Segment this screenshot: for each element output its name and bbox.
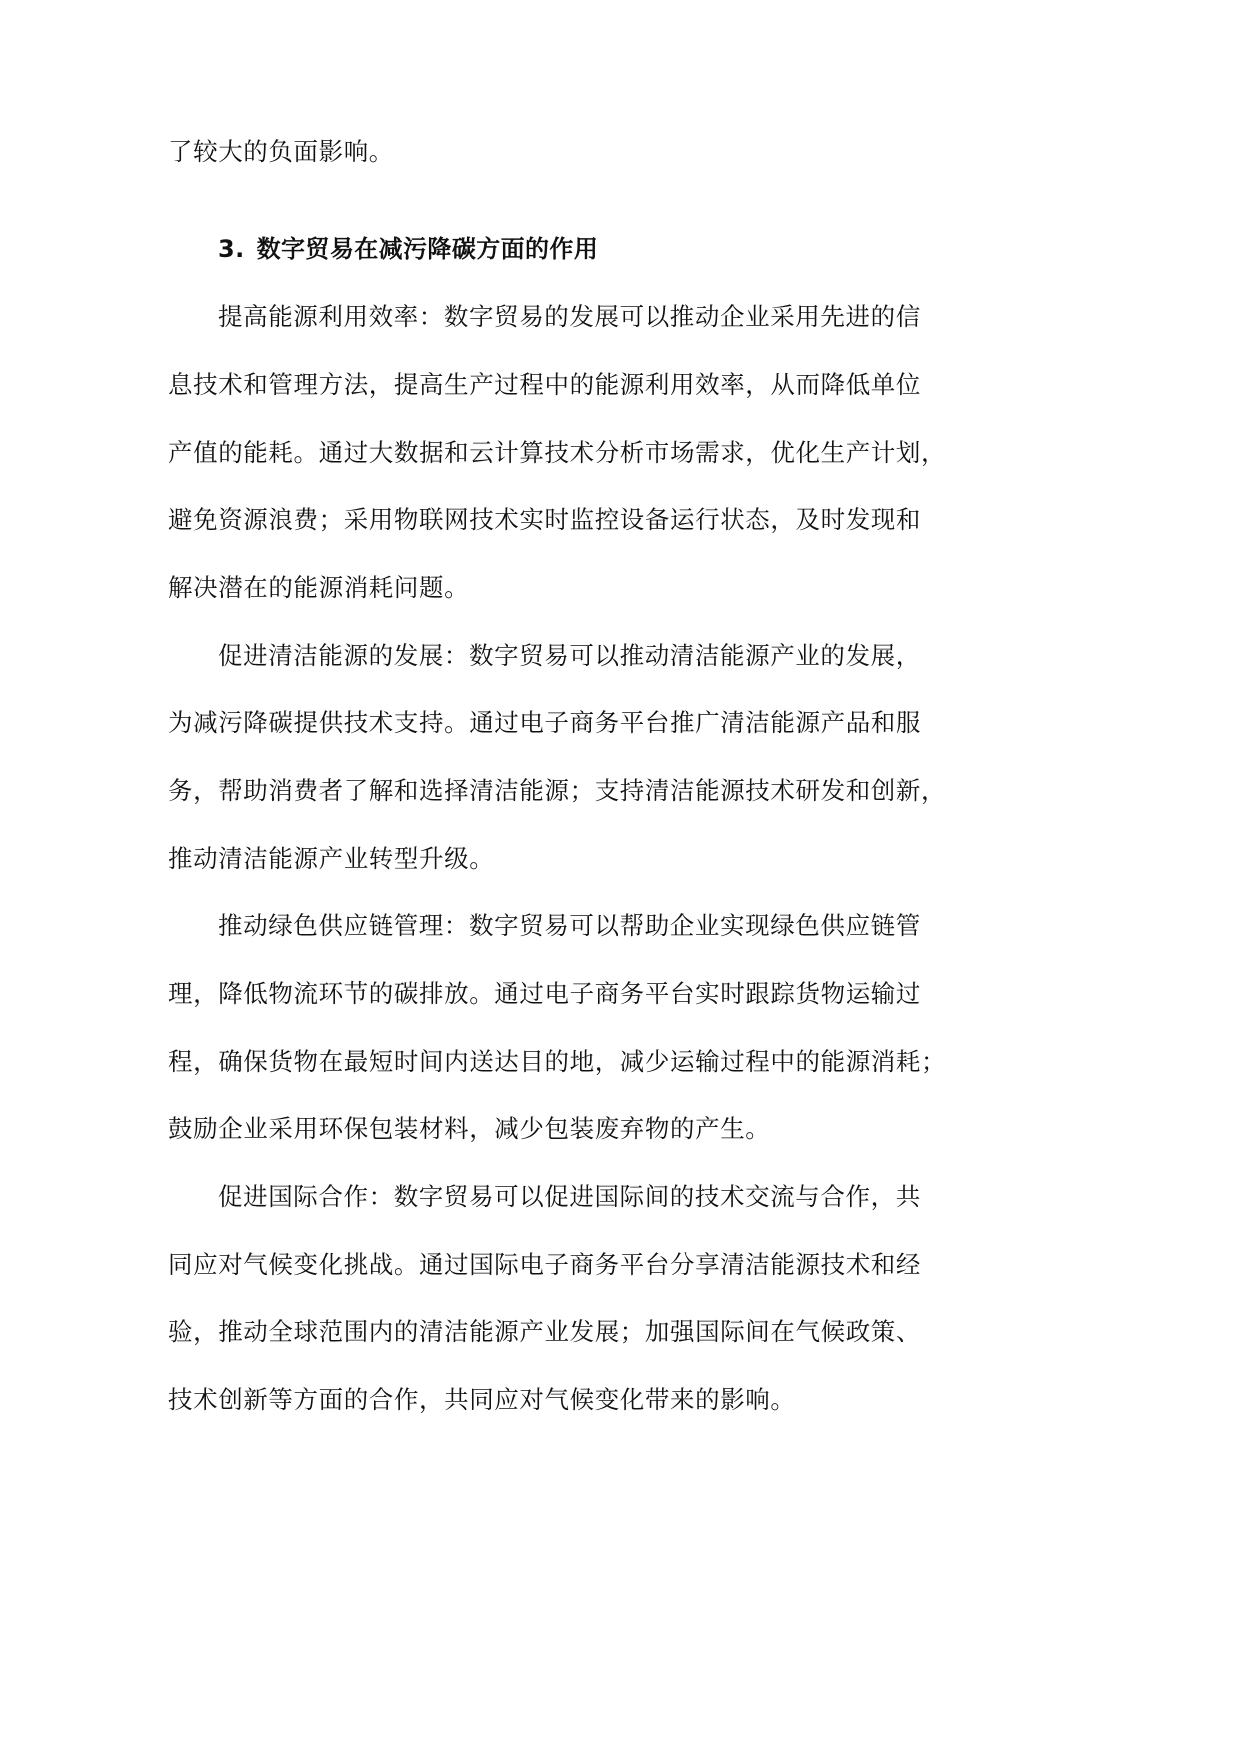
section-heading — [218, 232, 598, 266]
paragraph-international-cooperation-line-3: 验，推动全球范围内的清洁能源产业发展；加强国际间在气候政策、 — [168, 1317, 921, 1346]
paragraph-clean-energy-line-1: 促进清洁能源的发展：数字贸易可以推动清洁能源产业的发展， — [218, 641, 921, 670]
paragraph-energy-efficiency-line-1: 提高能源利用效率：数字贸易的发展可以推动企业采用先进的信 — [218, 302, 921, 331]
paragraph-energy-efficiency-line-2: 息技术和管理方法，提高生产过程中的能源利用效率，从而降低单位 — [168, 370, 921, 399]
paragraph-clean-energy-line-2: 为减污降碳提供技术支持。通过电子商务平台推广清洁能源产品和服 — [168, 708, 921, 737]
paragraph-clean-energy-line-3: 务，帮助消费者了解和选择清洁能源；支持清洁能源技术研发和创新， — [168, 776, 947, 805]
paragraph-international-cooperation-line-1: 促进国际合作：数字贸易可以促进国际间的技术交流与合作，共 — [218, 1182, 921, 1211]
section-heading-text: 数字贸易在减污降碳方面的作用 — [256, 235, 599, 263]
paragraph-line-continuation: 了较大的负面影响。 — [168, 137, 394, 166]
section-heading-number: 3. — [218, 235, 245, 263]
paragraph-international-cooperation-line-4: 技术创新等方面的合作，共同应对气候变化带来的影响。 — [168, 1385, 796, 1414]
paragraph-green-supply-chain-line-2: 理，降低物流环节的碳排放。通过电子商务平台实时跟踪货物运输过 — [168, 979, 921, 1008]
paragraph-energy-efficiency-line-3: 产值的能耗。通过大数据和云计算技术分析市场需求，优化生产计划， — [168, 438, 947, 467]
paragraph-energy-efficiency-line-4: 避免资源浪费；采用物联网技术实时监控设备运行状态，及时发现和 — [168, 505, 921, 534]
paragraph-green-supply-chain-line-1: 推动绿色供应链管理：数字贸易可以帮助企业实现绿色供应链管 — [218, 911, 921, 940]
paragraph-green-supply-chain-line-3: 程，确保货物在最短时间内送达目的地，减少运输过程中的能源消耗； — [168, 1047, 947, 1076]
paragraph-clean-energy-line-4: 推动清洁能源产业转型升级。 — [168, 844, 495, 873]
paragraph-green-supply-chain-line-4: 鼓励企业采用环保包装材料，减少包装废弃物的产生。 — [168, 1114, 771, 1143]
paragraph-international-cooperation-line-2: 同应对气候变化挑战。通过国际电子商务平台分享清洁能源技术和经 — [168, 1250, 921, 1279]
paragraph-energy-efficiency-line-5: 解决潜在的能源消耗问题。 — [168, 573, 470, 602]
